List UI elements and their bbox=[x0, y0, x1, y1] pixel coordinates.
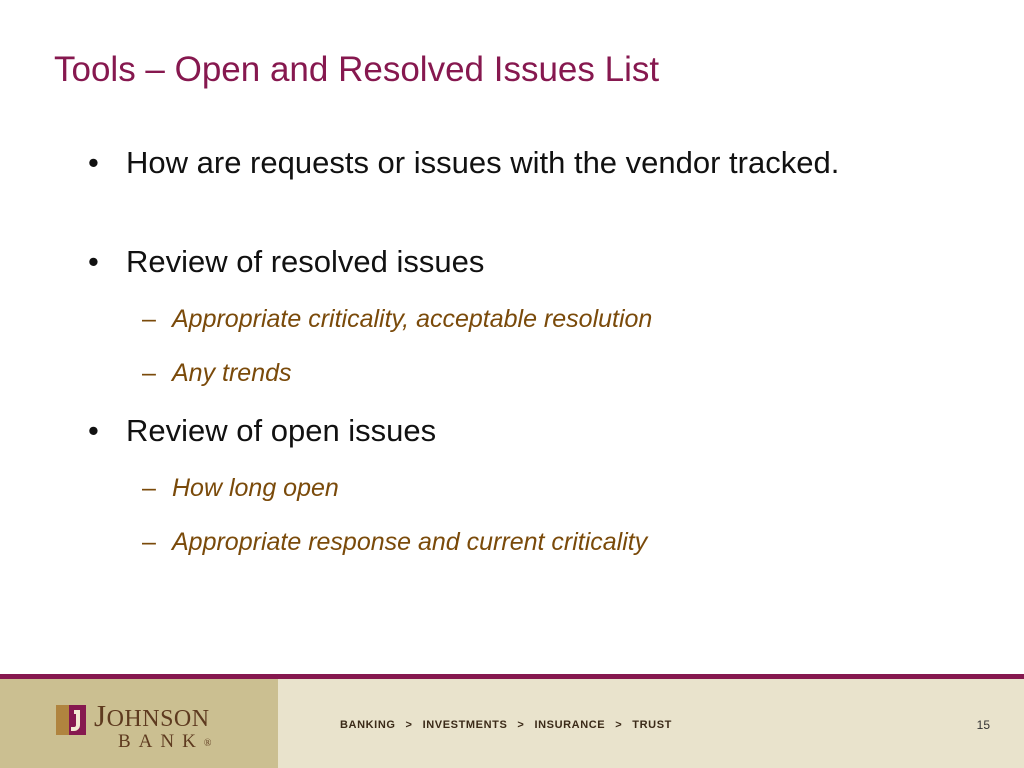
sub-bullet-item bbox=[142, 302, 972, 336]
sub-bullet-marker: – bbox=[142, 305, 156, 333]
sub-bullet-text: Appropriate criticality, acceptable resolution bbox=[172, 305, 653, 333]
sub-bullet-marker: – bbox=[142, 528, 156, 556]
nav-separator: > bbox=[517, 719, 525, 731]
nav-separator: > bbox=[615, 719, 623, 731]
nav-item-insurance: INSURANCE bbox=[534, 719, 606, 731]
bullet-text: Review of open issues bbox=[126, 413, 437, 448]
sub-bullet-marker: – bbox=[142, 474, 156, 502]
registered-mark: ® bbox=[203, 738, 212, 749]
nav-separator: > bbox=[405, 719, 413, 731]
sub-bullet-item bbox=[142, 356, 972, 390]
bullet-marker: • bbox=[88, 244, 99, 279]
logo-name-rest: OHNSON bbox=[106, 706, 210, 732]
slide-title: Tools – Open and Resolved Issues List bbox=[54, 50, 660, 89]
bullet-text: How are requests or issues with the vendor tracked. bbox=[126, 145, 840, 180]
sub-bullet-marker: – bbox=[142, 359, 156, 387]
logo-initial: J bbox=[94, 698, 107, 733]
sub-bullet-text: Appropriate response and current criticality bbox=[172, 528, 648, 556]
bullet-item bbox=[88, 141, 886, 184]
logo-subtitle bbox=[118, 731, 211, 755]
sub-bullet-text: How long open bbox=[172, 474, 339, 502]
bullet-marker: • bbox=[88, 145, 99, 180]
nav-item-banking: BANKING bbox=[340, 719, 396, 731]
bullet-item bbox=[88, 409, 886, 452]
nav-item-investments: INVESTMENTS bbox=[422, 719, 508, 731]
sub-bullet-item bbox=[142, 471, 972, 505]
bullet-text: Review of resolved issues bbox=[126, 244, 485, 279]
johnson-bank-logo-icon bbox=[56, 705, 86, 735]
sub-bullet-item bbox=[142, 525, 972, 559]
bullet-item bbox=[88, 240, 886, 283]
logo-wordmark bbox=[94, 700, 210, 735]
bullet-marker: • bbox=[88, 413, 99, 448]
nav-item-trust: TRUST bbox=[632, 719, 672, 731]
page-number: 15 bbox=[976, 718, 990, 732]
logo-bank-text: BANK bbox=[118, 731, 204, 752]
service-nav bbox=[340, 719, 672, 731]
sub-bullet-text: Any trends bbox=[172, 359, 292, 387]
